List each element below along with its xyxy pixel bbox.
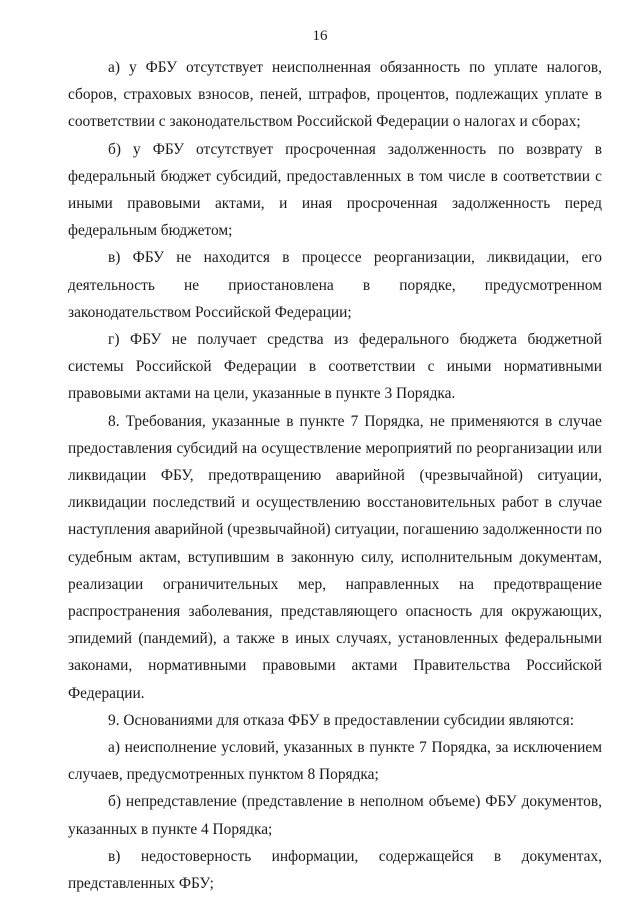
paragraph-9v: в) недостоверность информации, содержащейся в документах, представленных ФБУ; (68, 847, 602, 893)
page-number: 16 (312, 28, 328, 44)
paragraph-9a: а) неисполнение условий, указанных в пункте 7 Порядка, за исключением случаев, предусмотренных пунктом 8 Порядка; (68, 739, 602, 784)
paragraph-9: 9. Основаниями для отказа ФБУ в предоставлении субсидии являются: (108, 711, 574, 729)
paragraph-8: 8. Требования, указанные в пункте 7 Порядка, не применяются в случае предоставления субсидий на осуществление мероприятий по реорганизации или ликвидации ФБУ, предотвращению аварийной (чрезвычайной) ситуации, ликвидации последствий и осуществлению восстановительных работ в случае наступления аварийной (чрезвычайной) ситуации, погашению задолженности по судебным актам, вступившим в законную силу, исполнительным документам, реализации ограничительных мер, направленных на предотвращение распространения заболевания, представляющего опасность для окружающих, эпидемий (пандемий), а также в иных случаях, установленных федеральными законами, нормативными правовыми актами Правительства Российской Федерации. (68, 412, 602, 702)
document-body (68, 54, 602, 897)
paragraph-7a: а) у ФБУ отсутствует неисполненная обязанность по уплате налогов, сборов, страховых взносов, пеней, штрафов, процентов, подлежащих уплате в соответствии с законодательством Российской Федерации о налогах и сборах; (68, 59, 602, 131)
paragraph-7b: б) у ФБУ отсутствует просроченная задолженность по возврату в федеральный бюджет субсидий, предоставленных в том числе в соответствии с иными правовыми актами, и иная просроченная задолженность перед федеральным бюджетом; (68, 140, 602, 240)
paragraph-7v: в) ФБУ не находится в процессе реорганизации, ликвидации, его деятельность не приостановлена в порядке, предусмотренном законодательством Российской Федерации; (68, 249, 602, 321)
paragraph-7g: г) ФБУ не получает средства из федерального бюджета бюджетной системы Российской Федерации в соответствии с иными нормативными правовыми актами на цели, указанные в пункте 3 Порядка. (68, 331, 602, 403)
paragraph-9b: б) непредставление (представление в неполном объеме) ФБУ документов, указанных в пункте 4 Порядка; (68, 793, 602, 838)
